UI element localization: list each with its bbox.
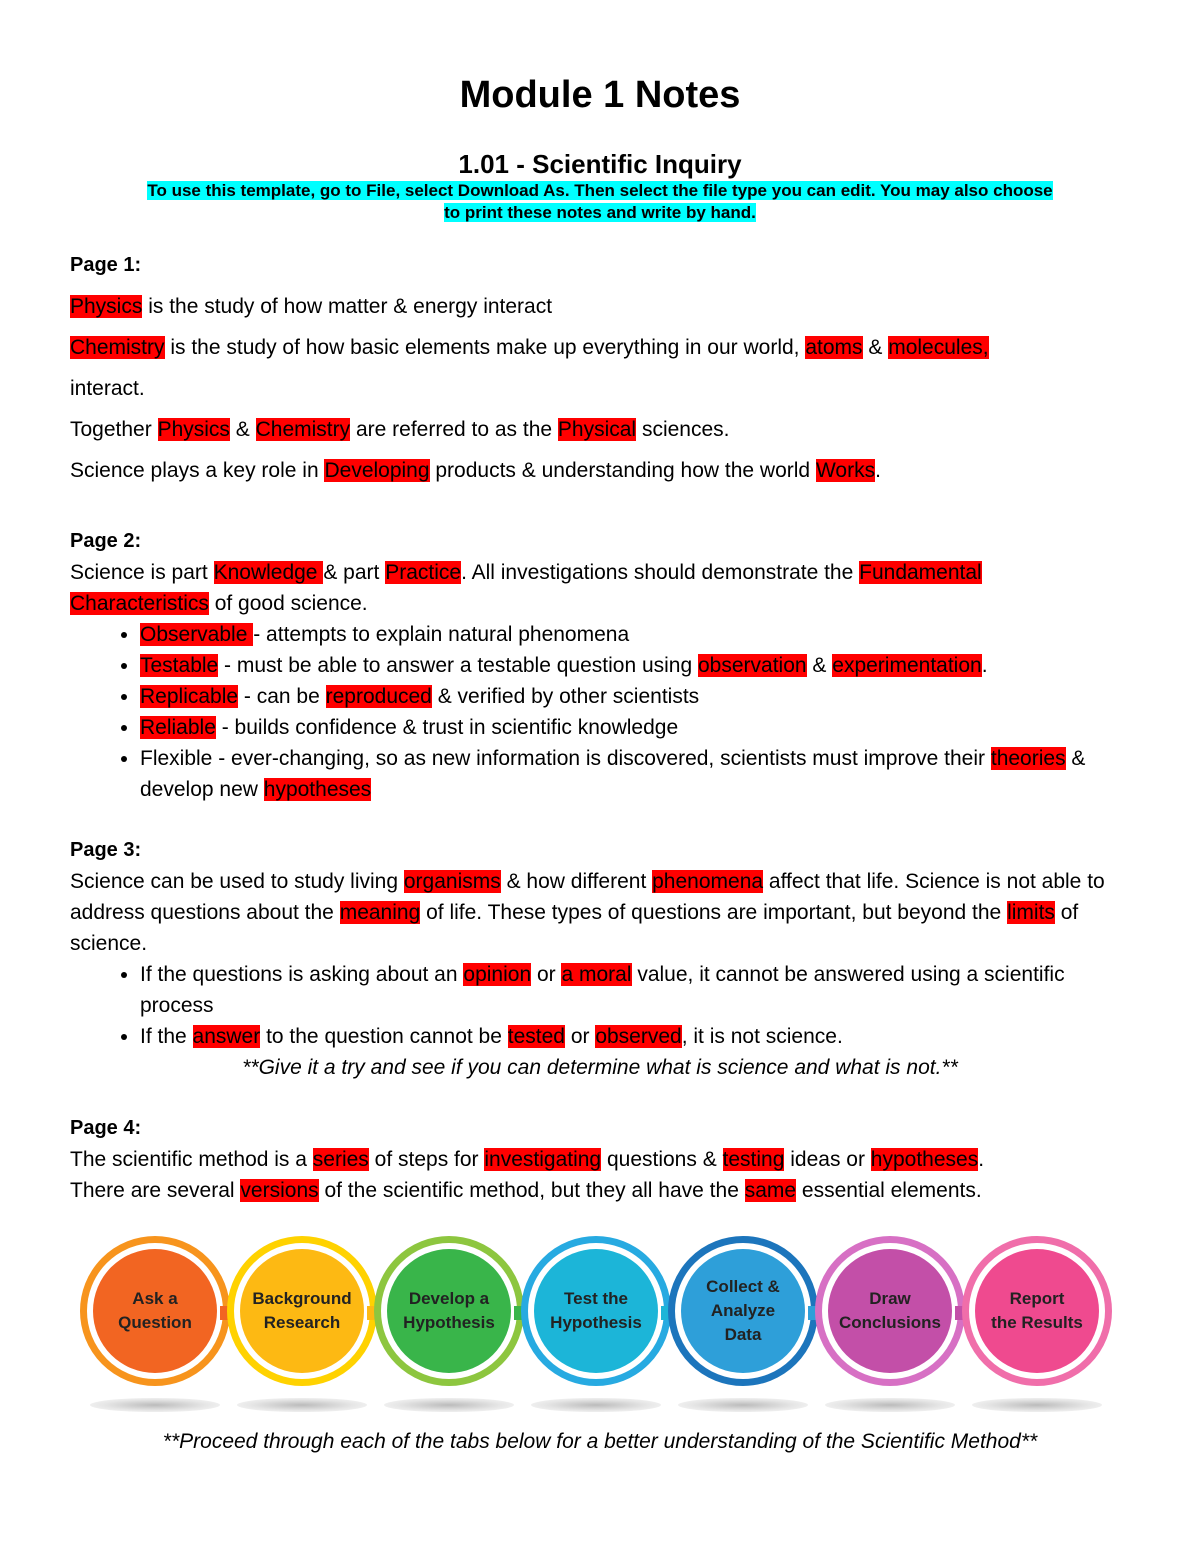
page1-line-1 <box>70 291 1130 322</box>
page2-bullet-list <box>70 619 1130 805</box>
blank-answer: observed <box>595 1025 682 1048</box>
step-shadow <box>384 1398 514 1412</box>
text: & <box>862 336 889 359</box>
page1-line-2 <box>70 332 1130 363</box>
blank-answer: observation <box>698 654 807 677</box>
blank-answer: hypotheses <box>870 1148 979 1171</box>
blank-answer: theories <box>990 747 1066 770</box>
step-text-line: Draw <box>869 1289 911 1308</box>
list-item <box>140 959 1130 1021</box>
list-item <box>140 681 1130 712</box>
text: or <box>564 1025 596 1048</box>
blank-answer: reproduced <box>325 685 432 708</box>
step-text <box>706 1275 780 1347</box>
text: . All investigations should demonstrate the <box>461 561 860 584</box>
page3-header: Page 3: <box>70 839 142 861</box>
step-text-line: Data <box>724 1325 762 1344</box>
step-text <box>839 1287 941 1335</box>
page4-note: **Proceed through each of the tabs below for a better understanding of the Scientific Method** <box>162 1430 1038 1453</box>
text: & how different <box>500 870 653 893</box>
text: & <box>806 654 833 677</box>
page2-paragraph <box>70 557 1130 619</box>
text: affect that life. Science is not able to address questions about the <box>70 870 1105 924</box>
blank-answer: atoms <box>805 336 863 359</box>
step-text <box>991 1287 1083 1335</box>
section-title: 1.01 - Scientific Inquiry <box>458 149 742 179</box>
blank-answer: Characteristics <box>70 592 209 615</box>
blank-answer: molecules, <box>888 336 989 359</box>
page4-section <box>70 1113 1130 1457</box>
text: If the questions is asking about an <box>140 963 464 986</box>
step-circle <box>815 1236 965 1386</box>
step-text-line: Test the <box>564 1289 628 1308</box>
blank-answer: Developing <box>324 459 430 482</box>
step-text-line: Collect & <box>706 1277 780 1296</box>
text: . <box>875 459 881 482</box>
text: & part <box>323 561 386 584</box>
text: is the study of how matter & energy interact <box>142 295 553 318</box>
text: Science can be used to study living <box>70 870 404 893</box>
page4-header: Page 4: <box>70 1117 142 1139</box>
step-shadow <box>90 1398 220 1412</box>
text: of good science. <box>208 592 368 615</box>
step-shadow <box>531 1398 661 1412</box>
step-circle <box>374 1236 524 1386</box>
blank-answer: opinion <box>463 963 532 986</box>
instructions-line-1: To use this template, go to File, select Download As. Then select the file type you can edit. You may also choose <box>147 181 1053 200</box>
blank-answer: limits <box>1007 901 1055 924</box>
list-item <box>140 743 1130 805</box>
step-circle <box>80 1236 230 1386</box>
text: to the question cannot be <box>260 1025 508 1048</box>
text: is the study of how basic elements make up everything in our world, <box>164 336 806 359</box>
text: value, it cannot be answered using a scientific process <box>140 963 1065 1017</box>
text: - attempts to explain natural phenomena <box>253 623 630 646</box>
blank-answer: Physical <box>557 418 637 441</box>
text: . <box>978 1148 985 1171</box>
step-shadow <box>825 1398 955 1412</box>
step-circle <box>521 1236 671 1386</box>
page3-note: **Give it a try and see if you can determine what is science and what is not.** <box>242 1056 958 1079</box>
blank-answer: Practice <box>385 561 462 584</box>
text: . <box>981 654 988 677</box>
blank-answer: Reliable <box>140 716 216 739</box>
step-label <box>387 1249 511 1373</box>
step-text-line: Analyze <box>710 1301 776 1320</box>
step-circle <box>668 1236 818 1386</box>
text: of the scientific method, but they all have the <box>318 1179 745 1202</box>
blank-answer: series <box>312 1148 369 1171</box>
step-label <box>240 1249 364 1373</box>
text: - can be <box>238 685 326 708</box>
step-text <box>252 1287 351 1335</box>
step-text-line: Background <box>252 1289 352 1308</box>
scientific-method-diagram <box>80 1228 1140 1418</box>
step-text-line: Ask a <box>132 1289 178 1308</box>
text: ideas or <box>784 1148 871 1171</box>
page3-section <box>70 835 1130 1083</box>
blank-answer: Chemistry <box>255 418 351 441</box>
step-text-line: the Results <box>991 1313 1083 1332</box>
text: The scientific method is a <box>70 1148 313 1171</box>
step-circle <box>962 1236 1112 1386</box>
text: & verified by other scientists <box>431 685 700 708</box>
page1-section <box>70 250 1130 486</box>
blank-answer: Physics <box>157 418 230 441</box>
text: of science. <box>70 901 1079 955</box>
list-item <box>140 619 1130 650</box>
step-label <box>681 1249 805 1373</box>
blank-answer: organisms <box>403 870 501 893</box>
list-item <box>140 712 1130 743</box>
text: Flexible - ever-changing, so as new information is discovered, scientists must improve their <box>140 747 991 770</box>
text: are referred to as the <box>350 418 558 441</box>
text: Together <box>70 418 158 441</box>
instructions-line-2: to print these notes and write by hand. <box>444 203 756 222</box>
step-shadow <box>972 1398 1102 1412</box>
text: If the <box>140 1025 193 1048</box>
step-shadow <box>678 1398 808 1412</box>
blank-answer: phenomena <box>652 870 764 893</box>
blank-answer: answer <box>192 1025 261 1048</box>
text: of steps for <box>368 1148 485 1171</box>
step-text <box>550 1287 642 1335</box>
step-label <box>975 1249 1099 1373</box>
text: & <box>229 418 256 441</box>
blank-answer: meaning <box>339 901 421 924</box>
step-shadow <box>237 1398 367 1412</box>
blank-answer: hypotheses <box>263 778 372 801</box>
step-label <box>828 1249 952 1373</box>
text: - must be able to answer a testable question using <box>218 654 698 677</box>
text: Science is part <box>70 561 214 584</box>
text: sciences. <box>636 418 730 441</box>
blank-answer: Observable <box>140 623 254 646</box>
page3-paragraph <box>70 866 1130 959</box>
step-text-line: Research <box>263 1313 341 1332</box>
text: questions & <box>601 1148 723 1171</box>
blank-answer: same <box>744 1179 797 1202</box>
blank-answer: Physics <box>70 295 143 318</box>
step-text-line: Question <box>118 1313 192 1332</box>
list-item <box>140 650 1130 681</box>
text: or <box>531 963 562 986</box>
text: Science plays a key role in <box>70 459 325 482</box>
blank-answer: Chemistry <box>70 336 165 359</box>
list-item <box>140 1021 1130 1052</box>
page1-line-4 <box>70 414 1130 445</box>
blank-answer: Replicable <box>140 685 239 708</box>
page4-paragraph-1 <box>70 1144 1130 1175</box>
text: There are several <box>70 1179 241 1202</box>
page2-section <box>70 526 1130 805</box>
text: of life. These types of questions are important, but beyond the <box>420 901 1008 924</box>
blank-answer: tested <box>507 1025 565 1048</box>
page-title: Module 1 Notes <box>459 74 741 116</box>
blank-answer: investigating <box>484 1148 602 1171</box>
page2-header: Page 2: <box>70 530 142 552</box>
page1-line-3: interact. <box>70 377 145 400</box>
page1-header: Page 1: <box>70 254 142 276</box>
blank-answer: Knowledge <box>213 561 324 584</box>
step-text <box>403 1287 495 1335</box>
step-text-line: Develop a <box>408 1289 490 1308</box>
blank-answer: versions <box>240 1179 319 1202</box>
blank-answer: Testable <box>140 654 219 677</box>
step-text-line: Hypothesis <box>550 1313 642 1332</box>
page4-paragraph-2 <box>70 1175 1130 1206</box>
step-label <box>93 1249 217 1373</box>
blank-answer: Fundamental <box>859 561 982 584</box>
step-text-line: Hypothesis <box>403 1313 495 1332</box>
page3-bullet-list <box>70 959 1130 1052</box>
blank-answer: testing <box>722 1148 785 1171</box>
step-label <box>534 1249 658 1373</box>
page1-line-5 <box>70 455 1130 486</box>
step-text <box>118 1287 192 1335</box>
text: & develop new <box>140 747 1086 801</box>
text: , it is not science. <box>681 1025 843 1048</box>
blank-answer: experimentation <box>832 654 982 677</box>
blank-answer: a moral <box>561 963 632 986</box>
step-text-line: Conclusions <box>838 1313 941 1332</box>
step-circle <box>227 1236 377 1386</box>
blank-answer: Works <box>815 459 876 482</box>
text: products & understanding how the world <box>429 459 816 482</box>
text: essential elements. <box>796 1179 982 1202</box>
step-text-line: Report <box>1009 1289 1065 1308</box>
text: - builds confidence & trust in scientific knowledge <box>215 716 679 739</box>
instructions <box>70 180 1130 224</box>
